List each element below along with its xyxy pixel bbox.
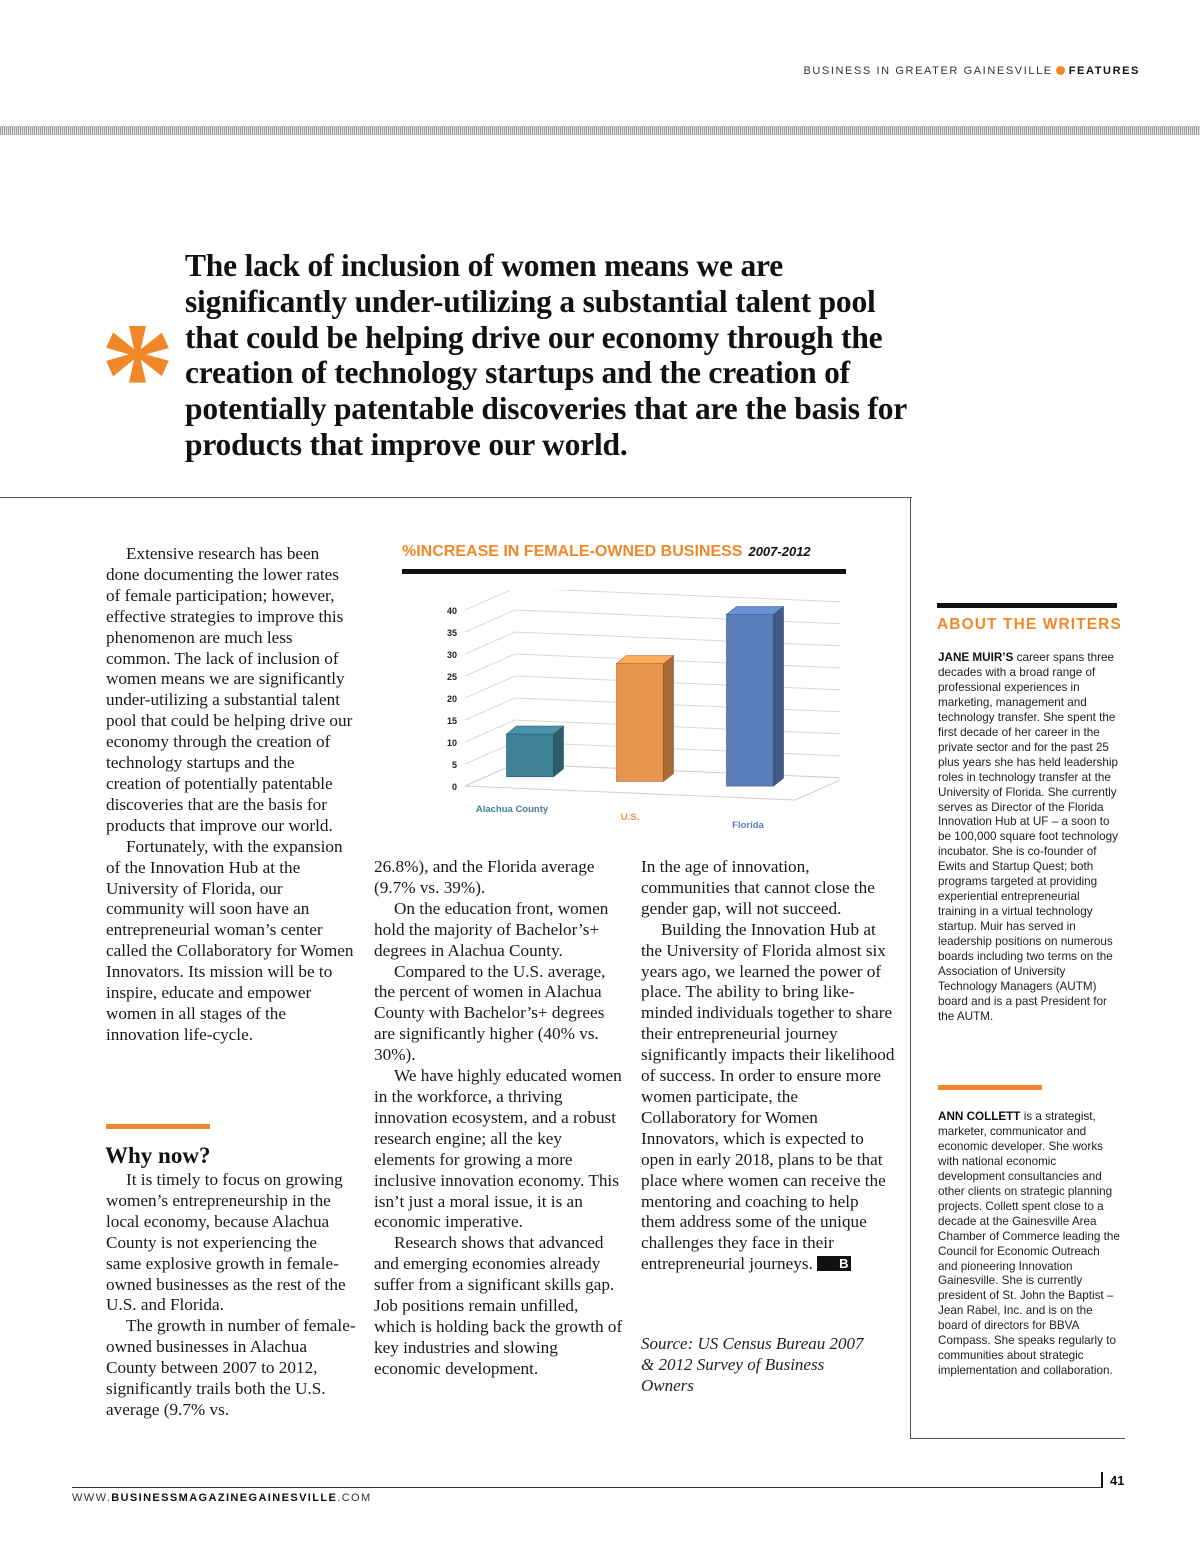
y-tick-label: 40 — [446, 606, 457, 616]
gridline-side — [465, 698, 515, 720]
end-of-article-icon: B — [817, 1256, 850, 1271]
sidebar-accent-bar — [938, 1085, 1042, 1090]
y-tick-label: 35 — [446, 628, 457, 638]
url-suffix: .COM — [337, 1492, 372, 1504]
article-column-2 — [374, 857, 624, 1380]
bar-front — [617, 664, 664, 782]
x-category-label: Florida — [732, 820, 764, 831]
bar-side — [554, 726, 564, 777]
gridline-side — [465, 632, 515, 654]
bar-front — [507, 734, 554, 777]
paragraph: 26.8%), and the Florida average (9.7% vs. 39%). — [374, 857, 595, 897]
paragraph: In the age of innovation, communities that cannot close the gender gap, will not succeed. — [641, 857, 875, 918]
y-tick-label: 30 — [446, 650, 457, 660]
asterisk-icon: * — [100, 292, 175, 458]
chart-title — [402, 543, 811, 561]
section-header — [803, 65, 1140, 77]
x-category-label: Alachua County — [475, 804, 549, 815]
sidebar-top-rule — [937, 603, 1117, 608]
pull-quote: The lack of inclusion of women means we are significantly under-utilizing a substantial talent pool that could be helping drive our economy through the creation of technology startups and the creation of potentially patentable discoveries that are the basis for products that improve our world. — [185, 248, 907, 462]
chart-title-text: %INCREASE IN FEMALE-OWNED BUSINESS — [402, 543, 743, 560]
writer-bio — [938, 651, 1120, 1025]
frame-line-top — [0, 497, 912, 498]
x-category-label: U.S. — [620, 812, 640, 823]
bar-side — [774, 606, 784, 786]
page-number: 41 — [1110, 1473, 1125, 1488]
bar-top — [617, 656, 674, 664]
y-tick-label: 25 — [446, 672, 457, 682]
y-tick-label: 20 — [446, 694, 457, 704]
frame-line-right — [910, 497, 911, 1439]
writer-bio-text: career spans three decades with a broad range of professional experiences in marketing, management and technology transfer. She spent the first decade of her career in the private sector and for the past 25 plus years she has held leadership roles in technology transfer at the University of Florida. She currently serves as Director of the Florida Innovation Hub at UF – a soon to be 100,000 square foot technology incubator. She is co-founder of Ewits and Startup Quest; both programs targeted at providing experiential entrepreneurial training in a virtual technology startup. Muir has served in leadership positions on numerous boards including two terms on the Association of University Technology Managers (AUTM) board and is a past President for the AUTM. — [938, 651, 1118, 1023]
article-column-1 — [106, 544, 354, 1046]
gridline-side — [465, 610, 515, 632]
writer-name: JANE MUIR’S — [938, 651, 1014, 664]
subhead-accent-bar — [106, 1124, 210, 1129]
section-category: FEATURES — [1068, 65, 1140, 77]
paragraph: Extensive research has been done documenting the lower rates of female participation; however, effective strategies to improve this phenomenon are much less common. The lack of inclusion of women means we are significantly under-utilizing a substantial talent pool that could be helping drive our economy through the creation of technology startups and the creation of potentially patentable discoveries that are the basis for products that improve our world. — [106, 544, 353, 835]
gridline-back — [515, 676, 840, 690]
footer-divider — [72, 1487, 1102, 1488]
paragraph — [641, 920, 896, 1275]
gridline-side — [465, 654, 515, 676]
y-tick-label: 10 — [446, 738, 457, 748]
bar-front — [727, 614, 774, 786]
y-tick-label: 0 — [451, 782, 457, 792]
paragraph: Fortunately, with the expansion of the Innovation Hub at the University of Florida, our community will soon have an entrepreneurial woman’s center called the Collaboratory for Women Innovators. Its mission will be to inspire, educate and empower women in all stages of the innovation life-cycle. — [106, 836, 354, 1044]
paragraph: It is timely to focus on growing women’s entrepreneurship in the local economy, because Alachua County is not experiencing the same explosive growth in female-owned businesses as the rest of the U.S. and Florida. — [106, 1170, 346, 1315]
gridline-back — [515, 698, 840, 712]
bar-top — [507, 726, 564, 734]
article-column-1-continued — [106, 1170, 356, 1421]
paragraph: We have highly educated women in the workforce, a thriving innovation ecosystem, and a robust research engine; all the key elements for growing a more inclusive innovation economy. This isn’t just a moral issue, it is an economic imperative. — [374, 1066, 622, 1232]
url-prefix: WWW. — [72, 1492, 112, 1504]
chart-source: Source: US Census Bureau 2007 & 2012 Survey of Business Owners — [641, 1334, 864, 1395]
chart-subtitle: 2007-2012 — [748, 544, 811, 559]
gridline-back — [515, 654, 840, 668]
gridline-back — [515, 632, 840, 646]
gridline-back — [515, 610, 840, 624]
bar-chart — [420, 590, 840, 845]
writer-bio — [938, 1110, 1120, 1379]
paragraph-text: Building the Innovation Hub at the University of Florida almost six years ago, we learned the power of place. The ability to bring like-minded individuals together to share their entrepreneurial journey significantly impacts their likelihood of success. In order to ensure more women participate, the Collaboratory for Women Innovators, which is expected to open in early 2018, plans to be that place where women can receive the mentoring and coaching to help them address some of the unique challenges they face in their entrepreneurial journeys. — [641, 919, 895, 1274]
paragraph: Compared to the U.S. average, the percent of women in Alachua County with Bachelor’s+ degrees are significantly higher (40% vs. 30%). — [374, 961, 606, 1065]
sidebar-heading: ABOUT THE WRITERS — [937, 616, 1122, 633]
paragraph: On the education front, women hold the majority of Bachelor’s+ degrees in Alachua County. — [374, 898, 609, 960]
paragraph: Research shows that advanced and emerging economies already suffer from a significant skills gap. Job positions remain unfilled, which is holding back the growth of key industries and slowing economic development. — [374, 1233, 623, 1378]
url-domain: BUSINESSMAGAZINEGAINESVILLE — [111, 1492, 338, 1504]
writer-bio-text: is a strategist, marketer, communicator and economic developer. She works with national economic development consultancies and other clients on strategic planning projects. Collett spent close to a decade at the Gainesville Area Chamber of Commerce leading the Council for Economic Outreach and pioneering Innovation Gainesville. She is currently president of St. John the Baptist – Jean Rabel, Inc. and is on the board of directors for BBVA Compass. She speaks regularly to communities about strategic implementation and collaboration. — [938, 1110, 1120, 1378]
website-link[interactable] — [72, 1492, 372, 1504]
section-name: BUSINESS IN GREATER GAINESVILLE — [803, 65, 1053, 77]
y-tick-label: 15 — [446, 716, 457, 726]
article-column-3 — [641, 857, 896, 1275]
bar-side — [664, 656, 674, 782]
bullet-dot-icon — [1056, 66, 1065, 75]
gridline-back — [515, 590, 840, 602]
subhead-why-now: Why now? — [105, 1143, 211, 1168]
chart-title-rule — [402, 569, 846, 574]
header-divider — [0, 126, 1200, 135]
bar-top — [727, 606, 784, 614]
gridline-side — [465, 676, 515, 698]
frame-line-bottom — [910, 1438, 1125, 1439]
footer-page-tick — [1101, 1472, 1103, 1488]
y-tick-label: 5 — [451, 760, 457, 770]
writer-name: ANN COLLETT — [938, 1110, 1021, 1123]
gridline-side — [465, 590, 515, 610]
paragraph: The growth in number of female-owned businesses in Alachua County between 2007 to 2012, significantly trails both the U.S. average (9.7% vs. — [106, 1316, 356, 1419]
